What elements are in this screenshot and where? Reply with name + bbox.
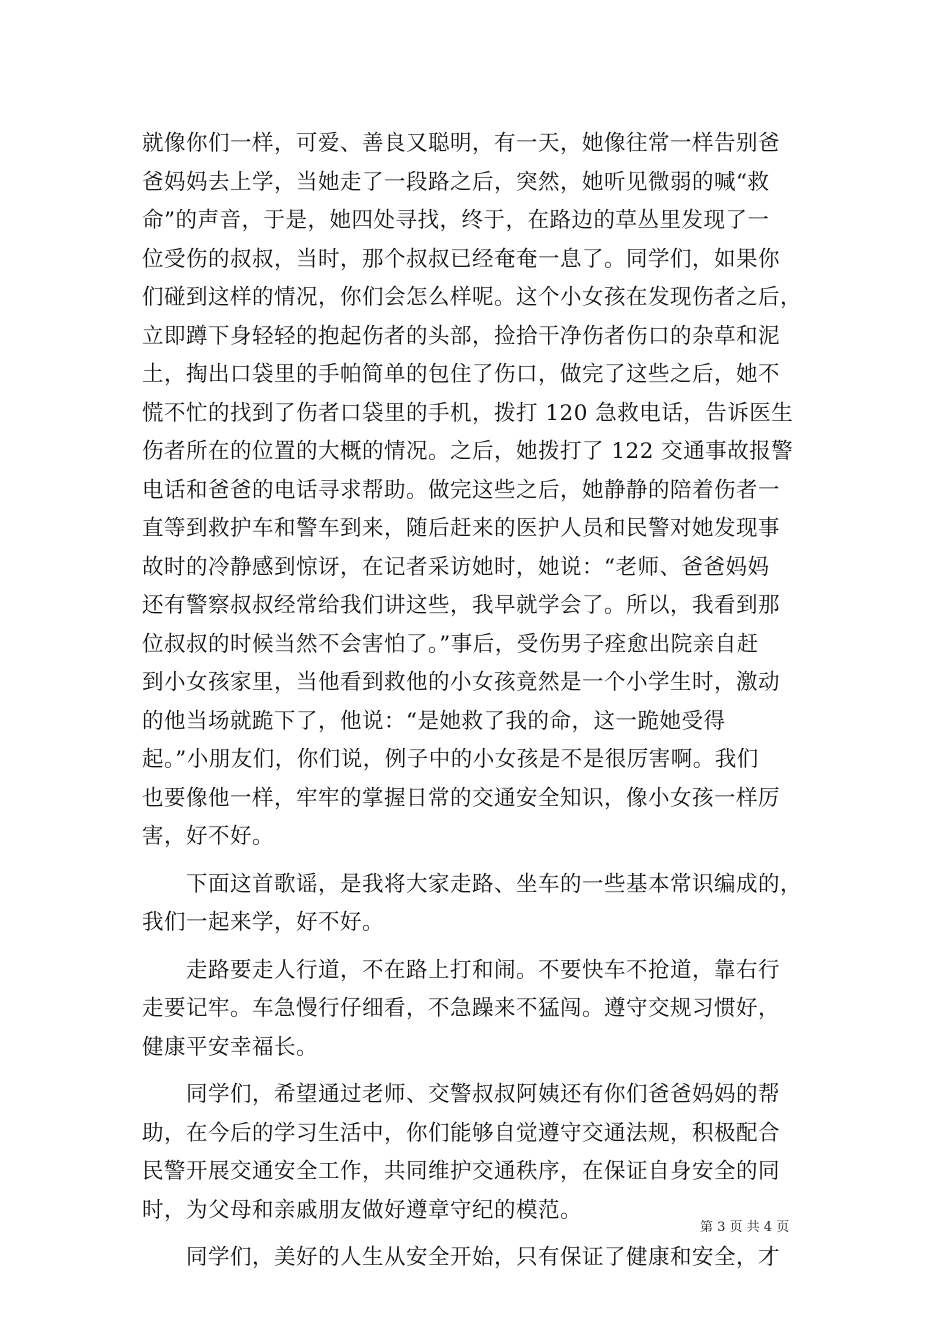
text-line: 民警开展交通安全工作，共同维护交通秩序，在保证自身安全的同 [142,1159,781,1184]
text-line: 故时的冷静感到惊讶，在记者采访她时，她说：“老师、爸爸妈妈 [142,554,770,580]
page-number: 第 3 页 共 4 页 [700,1220,790,1235]
text-line: 就像你们一样，可爱、善良又聪明，有一天，她像往常一样告别爸 [142,131,781,156]
document-body [142,125,806,1278]
text-line: 害，好不好。 [142,824,275,849]
text-line: 起。”小朋友们，你们说，例子中的小女孩是不是很厉害啊。我们 [142,747,759,772]
text-line: 的他当场就跪下了，他说：“是她救了我的命，这一跪她受得 [142,708,726,734]
text-line: 爸妈妈去上学，当她走了一段路之后，突然，她听见微弱的喊“救 [142,169,770,195]
text-line: 位受伤的叔叔，当时，那个叔叔已经奄奄一息了。同学们，如果你 [142,246,781,272]
text-line: 助，在今后的学习生活中，你们能够自觉遵守交通法规，积极配合 [142,1120,781,1146]
paragraph-gap [142,1067,806,1076]
text-line: 我们一起来学，好不好。 [142,910,385,935]
text-line: 健康平安幸福长。 [142,1034,319,1060]
text-line: 们碰到这样的情况，你们会怎么样呢。这个小女孩在发现伤者之后， [142,285,803,310]
paragraph-first-line: 下面这首歌谣，是我将大家走路、坐车的一些基本常识编成的， [186,871,803,897]
paragraph-first-line: 同学们，希望通过老师、交警叔叔阿姨还有你们爸爸妈妈的帮 [186,1082,781,1107]
text-line: 土，掏出口袋里的手帕简单的包住了伤口，做完了这些之后，她不 [142,362,781,387]
paragraph-gap [142,857,806,866]
text-line: 慌不忙的找到了伤者口袋里的手机，拨打 120 急救电话，告诉医生 [142,400,794,426]
text-line: 立即蹲下身轻轻的抱起伤者的头部，捡拾干净伤者伤口的杂草和泥 [142,323,781,349]
text-line: 电话和爸爸的电话寻求帮助。做完这些之后，她静静的陪着伤者一 [142,477,781,503]
text-line: 伤者所在的位置的大概的情况。之后，她拨打了 122 交通事故报警 [142,439,794,464]
text-line: 时，为父母和亲戚朋友做好遵章守纪的模范。 [142,1197,583,1223]
text-line: 也要像他一样，牢牢的掌握日常的交通安全知识，像小女孩一样厉 [142,785,781,811]
text-line: 走要记牢。车急慢行仔细看，不急躁来不猛闯。遵守交规习惯好， [142,996,781,1021]
paragraph-first-line: 走路要走人行道，不在路上打和闹。不要快车不抢道，靠右行 [186,957,781,983]
paragraph-first-line: 同学们，美好的人生从安全开始，只有保证了健康和安全，才 [186,1245,781,1270]
text-line: 命”的声音，于是，她四处寻找，终于，在路边的草丛里发现了一 [142,208,770,233]
text-line: 直等到救护车和警车到来，随后赶来的医护人员和民警对她发现事 [142,516,781,541]
text-line: 还有警察叔叔经常给我们讲这些，我早就学会了。所以，我看到那 [142,593,781,618]
text-line: 位叔叔的时候当然不会害怕了。”事后，受伤男子痊愈出院亲自赶 [142,631,759,657]
paragraph-gap [142,943,806,952]
text-line: 到小女孩家里，当他看到救他的小女孩竟然是一个小学生时，激动 [142,670,781,695]
